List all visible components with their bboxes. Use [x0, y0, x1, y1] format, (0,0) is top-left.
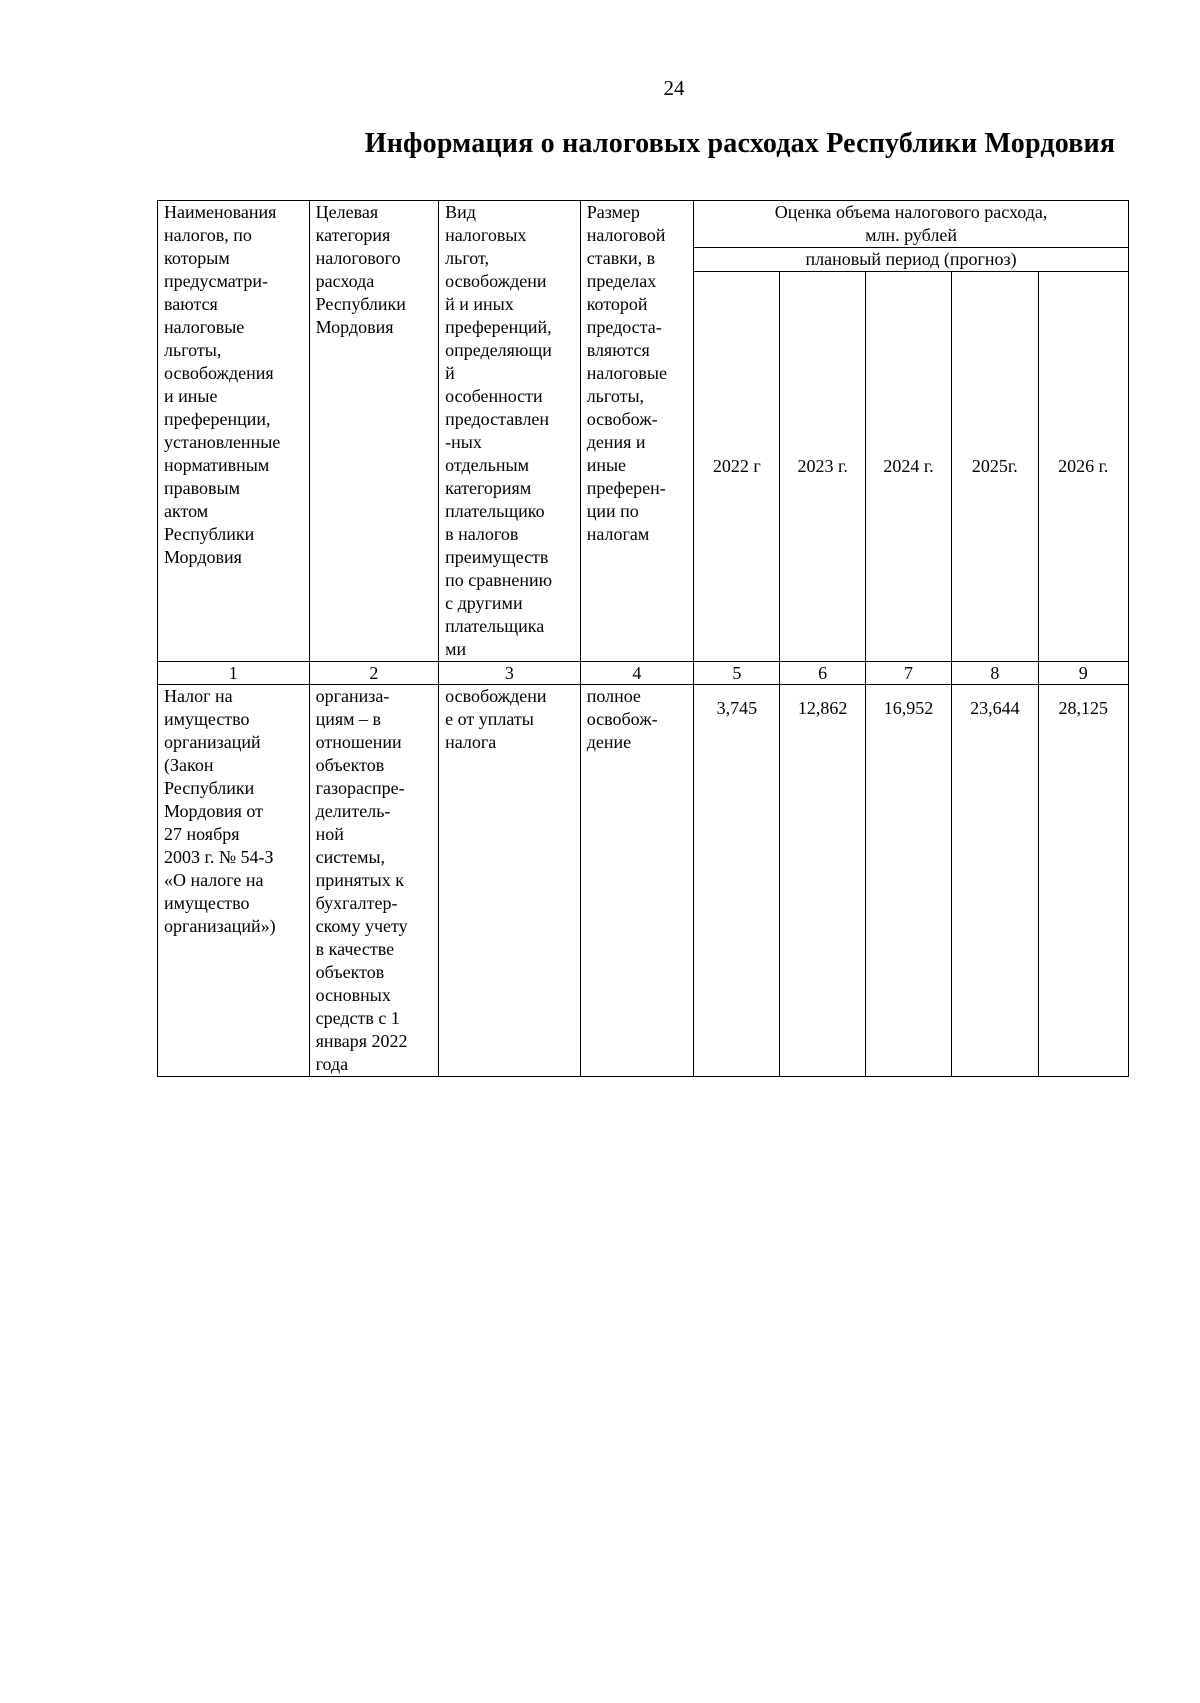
value-2026-cell: 28,125	[1038, 685, 1128, 1077]
value-2025-cell: 23,644	[952, 685, 1038, 1077]
rate-cell: полное освобож- дение	[580, 685, 693, 1077]
target-category-cell: организа- циям – в отношении объектов газораспре- делитель- ной системы, принятых к бухгалтер- скому учету в качестве объектов основных средств с 1 января 2022 года	[309, 685, 439, 1077]
page-number: 24	[663, 76, 685, 100]
header-year-2025: 2025г.	[952, 272, 1038, 662]
header-year-2023: 2023 г.	[780, 272, 865, 662]
header-rate: Размер налоговой ставки, в пределах которой предоста- вляются налоговые льготы, освобож- дения и иные преферен- ции по налогам	[580, 201, 693, 662]
benefit-type-cell: освобождени е от уплаты налога	[439, 685, 581, 1077]
column-number: 9	[1038, 662, 1128, 685]
header-tax-names: Наименования налогов, по которым предусматри- ваются налоговые льготы, освобождения и иные преференции, установленные нормативным правовым актом Республики Мордовия	[158, 201, 310, 662]
value-2024-cell: 16,952	[865, 685, 951, 1077]
header-planned-period: плановый период (прогноз)	[694, 248, 1129, 272]
header-estimate: Оценка объема налогового расхода, млн. рублей	[694, 201, 1129, 248]
column-number: 8	[952, 662, 1038, 685]
header-year-2026: 2026 г.	[1038, 272, 1128, 662]
column-number-row	[158, 662, 1129, 685]
column-number: 2	[309, 662, 439, 685]
column-number: 5	[694, 662, 780, 685]
column-number: 3	[439, 662, 581, 685]
document-title: Информация о налоговых расходах Республики Мордовия	[364, 128, 1116, 159]
header-row-1	[158, 201, 1129, 248]
value-2022-cell: 3,745	[694, 685, 780, 1077]
column-number: 4	[580, 662, 693, 685]
header-target-category: Целевая категория налогового расхода Республики Мордовия	[309, 201, 439, 662]
tax-expenditure-table	[157, 200, 1129, 1077]
tax-name-cell: Налог на имущество организаций (Закон Республики Мордовия от 27 ноября 2003 г. № 54-З «О налоге на имущество организаций»)	[158, 685, 310, 1077]
column-number: 6	[780, 662, 865, 685]
value-2023-cell: 12,862	[780, 685, 865, 1077]
header-benefit-type: Вид налоговых льгот, освобождени й и иных преференций, определяющи й особенности предоставлен -ных отдельным категориям плательщико в налогов преимуществ по сравнению с другими плательщика ми	[439, 201, 581, 662]
header-year-2024: 2024 г.	[865, 272, 951, 662]
header-year-2022: 2022 г	[694, 272, 780, 662]
column-number: 7	[865, 662, 951, 685]
table-row	[158, 685, 1129, 1077]
column-number: 1	[158, 662, 310, 685]
